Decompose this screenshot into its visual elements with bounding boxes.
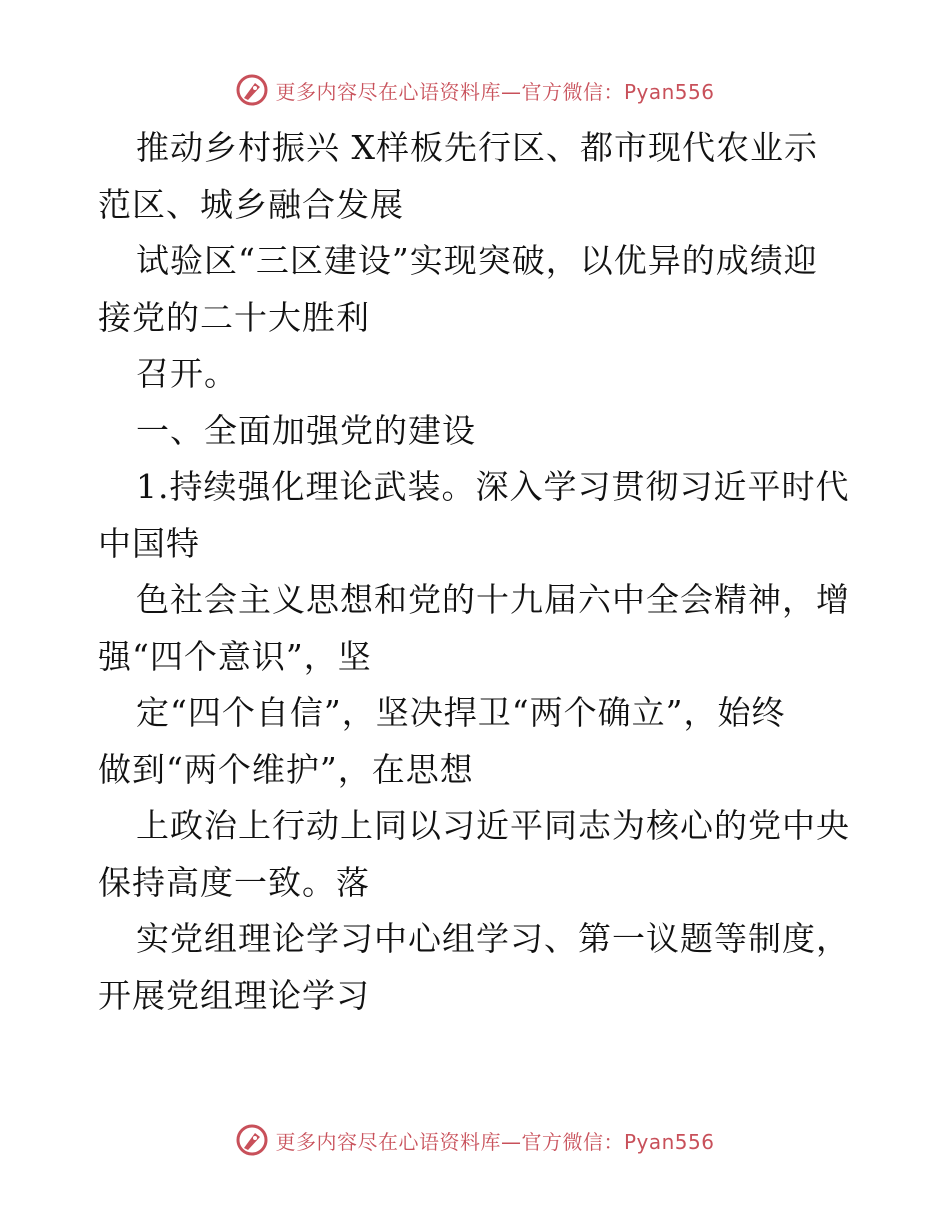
- footer-banner: [0, 1120, 950, 1160]
- text-line-8: 中国特: [98, 523, 200, 563]
- header-banner-text: 更多内容尽在心语资料库—官方微信：Pyan556: [275, 79, 715, 104]
- section-heading: 一、全面加强党的建设: [136, 410, 476, 450]
- text-line-9: 色社会主义思想和党的十九届六中全会精神，增: [136, 580, 850, 619]
- footer-banner-text: 更多内容尽在心语资料库—官方微信：Pyan556: [275, 1129, 715, 1154]
- text-line-3: 试验区“三区建设”实现突破，以优异的成绩迎: [136, 241, 818, 280]
- text-line-5: 召开。: [136, 354, 238, 393]
- text-line-16: 开展党组理论学习: [98, 975, 370, 1015]
- pen-nib-seal-icon: [235, 1123, 269, 1157]
- text-line-14: 保持高度一致。落: [98, 862, 370, 902]
- header-banner: [0, 70, 950, 110]
- text-line-15: 实党组理论学习中心组学习、第一议题等制度，: [136, 919, 850, 958]
- text-line-13: 上政治上行动上同以习近平同志为核心的党中央: [136, 806, 850, 845]
- document-body: [98, 120, 858, 1024]
- text-line-4: 接党的二十大胜利: [98, 297, 370, 337]
- pen-nib-seal-icon: [235, 73, 269, 107]
- text-line-2: 范区、城乡融合发展: [98, 184, 404, 224]
- text-line-10: 强“四个意识”，坚: [98, 636, 372, 676]
- text-line-11: 定“四个自信”，坚决捍卫“两个确立”，始终: [136, 693, 786, 732]
- text-line-7: 1.持续强化理论武装。深入学习贯彻习近平时代: [136, 467, 850, 506]
- text-line-12: 做到“两个维护”，在思想: [98, 749, 474, 789]
- text-line-1: 推动乡村振兴 X样板先行区、都市现代农业示: [136, 128, 818, 167]
